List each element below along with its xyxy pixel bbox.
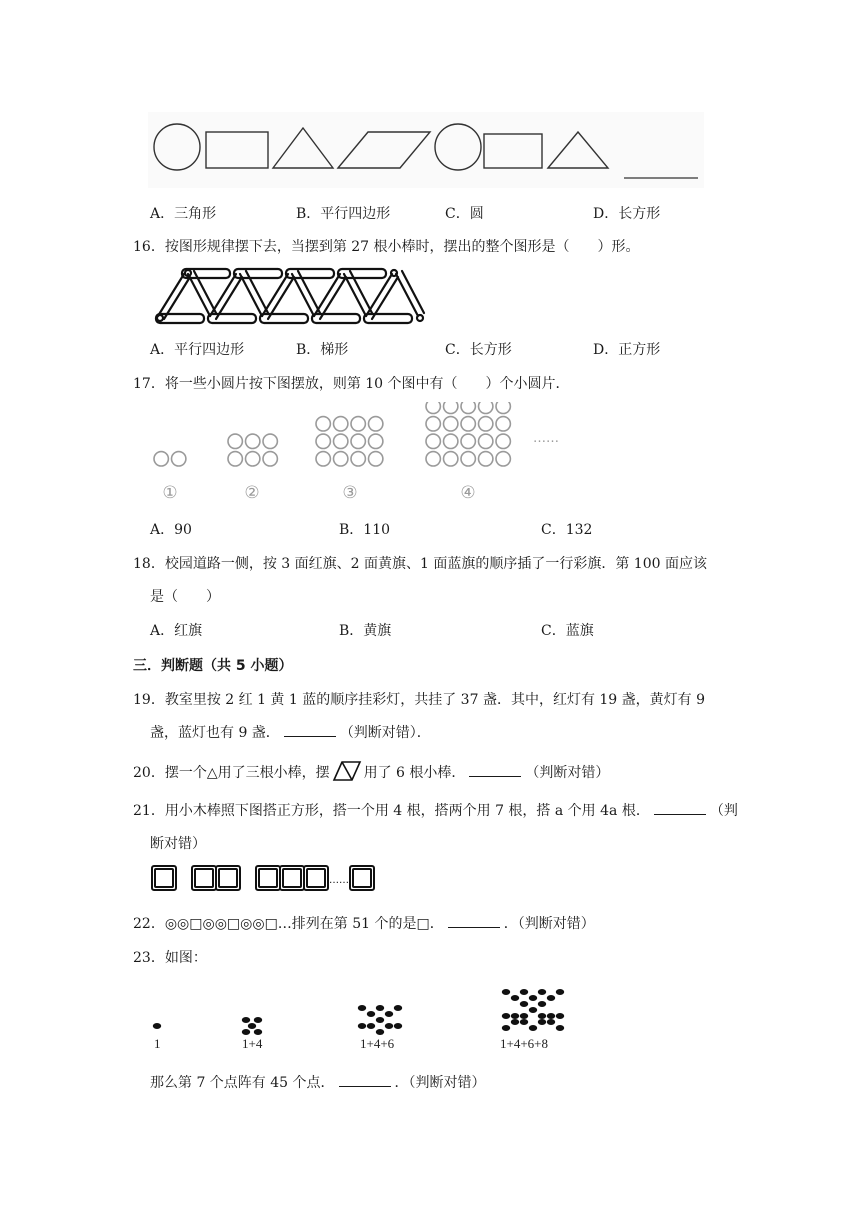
q16-question-text: 16．按图形规律摆下去，当摆到第 27 根小棒时，摆出的整个图形是（ ）形。 <box>133 239 640 255</box>
q20-text-pre: 20．摆一个△用了三根小棒，摆 <box>133 765 330 781</box>
q17-circle-piece <box>263 452 277 466</box>
q17-circle-piece <box>461 402 475 414</box>
q23-caption-2: 1+4 <box>242 1036 263 1051</box>
q17-circle-piece <box>426 402 440 414</box>
q17-circle-piece <box>496 417 510 431</box>
q17-circle-piece <box>369 452 383 466</box>
q23-dot <box>385 1023 393 1029</box>
q17-circle-piece <box>351 417 365 431</box>
q17-circle-piece <box>154 452 168 466</box>
q23-dot <box>394 1023 402 1029</box>
q21-question-line1 <box>133 800 738 820</box>
q23-dot <box>511 1013 519 1019</box>
q23-dot <box>529 995 537 1001</box>
q23-dot <box>502 1013 510 1019</box>
q17-circle-piece <box>351 452 365 466</box>
q23-text-pre: 那么第 7 个点阵有 45 个点． <box>150 1075 335 1091</box>
q23-dot <box>358 1005 366 1011</box>
q17-circle-piece <box>444 417 458 431</box>
q23-answer-blank[interactable] <box>339 1074 391 1087</box>
q23-dot <box>358 1023 366 1029</box>
q23-dot <box>248 1023 256 1029</box>
q17-circle-piece <box>426 417 440 431</box>
q16-stick-triangles-figure <box>148 266 448 328</box>
q17-label-1: ① <box>162 483 178 503</box>
q17-label-3: ③ <box>342 483 358 503</box>
q17-circle-piece <box>228 434 242 448</box>
q17-circle-piece <box>369 434 383 448</box>
q15-option-b[interactable]: B．平行四边形 <box>296 206 391 222</box>
q15-option-a[interactable]: A．三角形 <box>150 206 217 222</box>
q23-dot <box>556 989 564 995</box>
q18-option-b[interactable]: B．黄旗 <box>339 623 392 639</box>
q23-dot <box>242 1017 250 1023</box>
q15-option-d[interactable]: D．长方形 <box>593 206 661 222</box>
q23-dot <box>511 1019 519 1025</box>
q20-question <box>133 761 609 782</box>
q17-circle-piece <box>351 434 365 448</box>
q23-caption-1: 1 <box>154 1036 161 1051</box>
q23-dot <box>529 1025 537 1031</box>
q17-ellipsis: …… <box>533 431 559 446</box>
q17-label-2: ② <box>244 483 260 503</box>
q23-dot <box>556 1025 564 1031</box>
q17-circle-piece <box>334 452 348 466</box>
q17-circle-piece <box>444 452 458 466</box>
q23-dot <box>153 1023 161 1029</box>
q23-question-text: 23．如图： <box>133 950 207 966</box>
q23-dot <box>376 1029 384 1035</box>
q23-dot <box>502 1025 510 1031</box>
q23-dot <box>394 1005 402 1011</box>
q23-dot <box>385 1011 393 1017</box>
q18-question-line1: 18．校园道路一侧，按 3 面红旗、2 面黄旗、1 面蓝旗的顺序插了一行彩旗．第 100 面应该 <box>133 556 707 572</box>
q17-circle-piece <box>461 434 475 448</box>
q23-dot <box>511 995 519 1001</box>
q17-circle-piece <box>334 434 348 448</box>
q19-answer-blank[interactable] <box>284 724 336 737</box>
q17-circle-piece <box>426 434 440 448</box>
q23-dot-array-figure <box>148 982 588 1054</box>
q23-dot <box>254 1029 262 1035</box>
q23-dot <box>520 989 528 995</box>
q23-dot <box>367 1011 375 1017</box>
q21-text-pre: 21．用小木棒照下图搭正方形，搭一个用 4 根，搭两个用 7 根，搭 a 个用 4a 根． <box>133 803 650 819</box>
q20-answer-blank[interactable] <box>469 764 521 777</box>
q20-text-post: （判断对错） <box>525 765 610 781</box>
q23-dot <box>520 1001 528 1007</box>
q22-text-pre: 22．◎◎□◎◎□◎◎□…排列在第 51 个的是□． <box>133 916 444 932</box>
q16-option-d[interactable]: D．正方形 <box>593 342 661 358</box>
q17-question-text: 17．将一些小圆片按下图摆放，则第 10 个图中有（ ）个小圆片． <box>133 376 570 392</box>
q15-option-c[interactable]: C．圆 <box>445 206 484 222</box>
q17-circle-piece <box>426 452 440 466</box>
q23-dot <box>502 989 510 995</box>
q17-circle-piece <box>369 417 383 431</box>
q19-text-post: （判断对错）． <box>339 725 431 741</box>
q22-text-post: ．（判断对错） <box>503 916 595 932</box>
q17-circle-piece <box>246 434 260 448</box>
q17-circle-piece <box>334 417 348 431</box>
q23-dot <box>376 1017 384 1023</box>
q23-dot <box>538 1013 546 1019</box>
q23-dot <box>367 1023 375 1029</box>
q21-stick-squares-figure <box>148 862 388 896</box>
q23-dot <box>538 989 546 995</box>
q17-option-a[interactable]: A．90 <box>150 522 192 538</box>
q23-dot <box>547 1013 555 1019</box>
q18-question-line2: 是（ ） <box>150 589 220 605</box>
q17-circle-piece <box>479 452 493 466</box>
q17-circle-piece <box>461 452 475 466</box>
q21-ellipsis: …… <box>329 875 349 886</box>
q17-circle-piece <box>479 402 493 414</box>
q23-caption-3: 1+4+6 <box>360 1036 395 1051</box>
q23-dot <box>547 1019 555 1025</box>
q19-question-line2 <box>150 722 431 742</box>
q17-circle-piece <box>461 417 475 431</box>
q17-circle-piece <box>496 402 510 414</box>
q17-circle-piece <box>246 452 260 466</box>
q17-option-c[interactable]: C．132 <box>541 522 593 538</box>
q17-circle-piece <box>316 417 330 431</box>
q22-question <box>133 913 595 933</box>
q17-circle-piece <box>228 452 242 466</box>
q23-dot <box>538 1001 546 1007</box>
q16-option-c[interactable]: C．长方形 <box>445 342 512 358</box>
q23-dot <box>538 1019 546 1025</box>
q23-dot <box>556 1013 564 1019</box>
q23-dot <box>520 1019 528 1025</box>
q21-text-post: （判 <box>709 803 738 819</box>
q23-dot <box>529 1007 537 1013</box>
q17-circle-piece <box>444 434 458 448</box>
q23-dot <box>242 1029 250 1035</box>
q18-option-c[interactable]: C．蓝旗 <box>541 623 594 639</box>
q17-circle-pieces-figure <box>148 402 578 504</box>
q18-option-a[interactable]: A．红旗 <box>150 623 203 639</box>
q17-circle-piece <box>496 434 510 448</box>
q23-statement <box>150 1072 486 1092</box>
q21-question-line2: 断对错） <box>150 836 206 852</box>
q17-option-b[interactable]: B．110 <box>339 522 391 538</box>
parallelogram-icon <box>332 761 362 781</box>
q16-option-a[interactable]: A．平行四边形 <box>150 342 245 358</box>
q17-circle-piece <box>444 402 458 414</box>
q17-circle-piece <box>263 434 277 448</box>
q19-text-pre: 盏，蓝灯也有 9 盏． <box>150 725 280 741</box>
q17-circle-piece <box>316 452 330 466</box>
q17-circle-piece <box>316 434 330 448</box>
q22-answer-blank[interactable] <box>448 915 500 928</box>
q23-caption-4: 1+4+6+8 <box>500 1036 548 1051</box>
q23-dot <box>254 1017 262 1023</box>
q17-circle-piece <box>479 417 493 431</box>
q23-dot <box>547 995 555 1001</box>
q20-text-mid: 用了 6 根小棒． <box>363 765 466 781</box>
q17-circle-piece <box>172 452 186 466</box>
q23-dot <box>376 1005 384 1011</box>
q16-option-b[interactable]: B．梯形 <box>296 342 349 358</box>
q17-circle-piece <box>479 434 493 448</box>
q19-question-line1: 19．教室里按 2 红 1 黄 1 蓝的顺序挂彩灯，共挂了 37 盏．其中，红灯有 19 盏，黄灯有 9 <box>133 692 706 708</box>
q17-circle-piece <box>496 452 510 466</box>
q15-shape-sequence-figure <box>148 112 708 192</box>
section-3-heading: 三．判断题（共 5 小题） <box>133 658 293 674</box>
q17-label-4: ④ <box>460 483 476 503</box>
q21-answer-blank[interactable] <box>654 802 706 815</box>
q23-dot <box>520 1013 528 1019</box>
q23-text-post: ．（判断对错） <box>394 1075 486 1091</box>
